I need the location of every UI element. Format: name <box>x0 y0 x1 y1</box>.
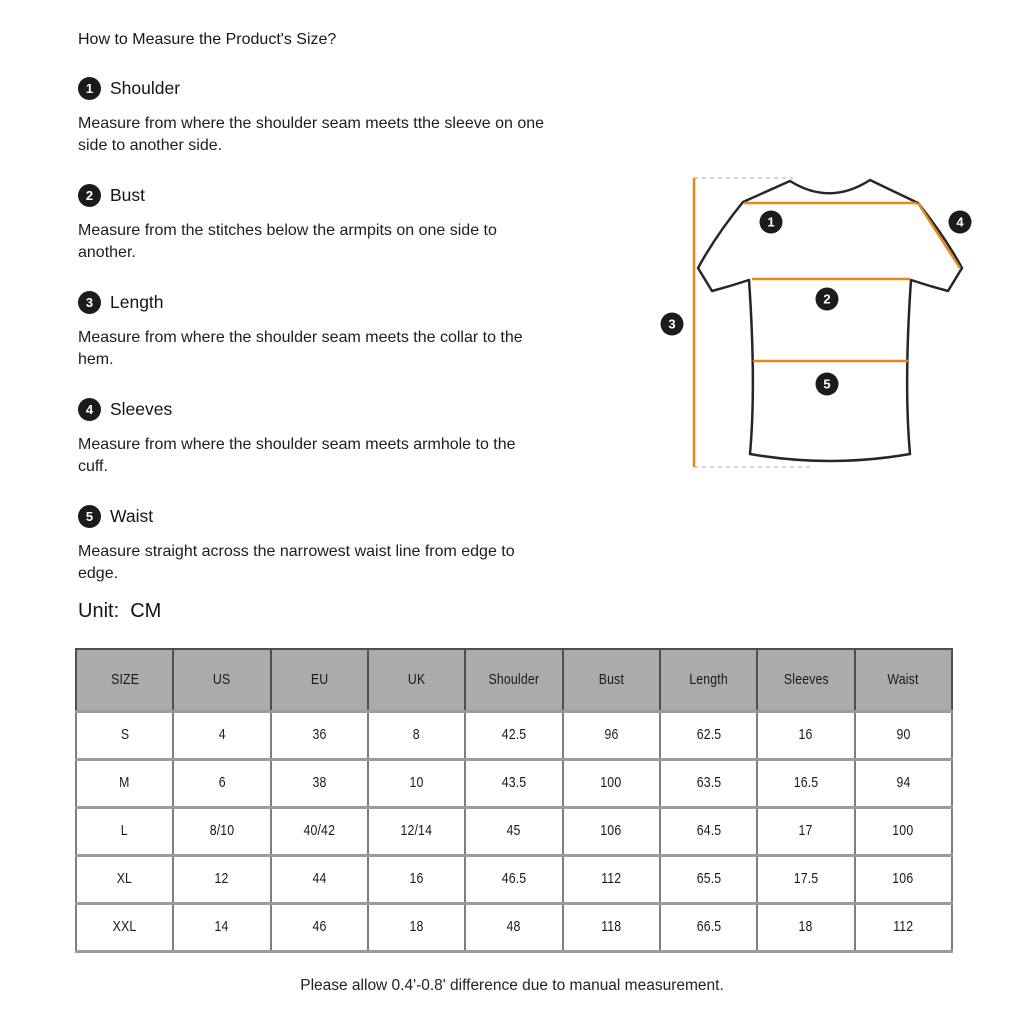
column-header-bust: Bust <box>563 649 660 711</box>
section-bust <box>78 183 602 264</box>
step-2-label: Bust <box>110 184 146 205</box>
column-header-eu: EU <box>271 649 368 711</box>
description-line: side to another side. <box>78 137 223 154</box>
step-3-label: Length <box>110 291 164 312</box>
instructions-panel <box>78 30 602 623</box>
description-line: cuff. <box>78 458 108 475</box>
table-cell: 90 <box>855 711 952 759</box>
table-cell: 63.5 <box>660 759 757 807</box>
table-cell: 38 <box>271 759 368 807</box>
svg-text:1: 1 <box>767 214 775 230</box>
table-cell: 40/42 <box>271 807 368 855</box>
description-line: another. <box>78 244 136 261</box>
table-cell: 10 <box>368 759 465 807</box>
table-cell: 12 <box>173 855 270 903</box>
svg-text:2: 2 <box>823 291 831 307</box>
section-sleeves <box>78 397 602 478</box>
step-3-badge: 3 <box>78 291 101 314</box>
table-cell: M <box>76 759 173 807</box>
table-cell: 16 <box>757 711 854 759</box>
tshirt-measurement-diagram <box>645 158 1020 478</box>
column-header-sleeves: Sleeves <box>757 649 854 711</box>
diagram-marker-1 <box>760 211 783 234</box>
table-cell: 94 <box>855 759 952 807</box>
diagram-marker-3 <box>661 313 684 336</box>
section-heading <box>78 504 602 528</box>
size-table <box>75 648 953 953</box>
description-line: Measure from where the shoulder seam meets armhole to the <box>78 436 516 453</box>
table-cell: 112 <box>855 903 952 951</box>
table-cell: 64.5 <box>660 807 757 855</box>
table-cell: 106 <box>563 807 660 855</box>
table-cell: S <box>76 711 173 759</box>
table-cell: 6 <box>173 759 270 807</box>
table-row <box>76 855 952 903</box>
section-waist <box>78 504 602 585</box>
table-cell: 100 <box>563 759 660 807</box>
table-cell: 66.5 <box>660 903 757 951</box>
svg-text:3: 3 <box>668 316 676 332</box>
table-cell: 65.5 <box>660 855 757 903</box>
size-table-header <box>76 649 952 711</box>
diagram-marker-5 <box>816 373 839 396</box>
table-cell: 17 <box>757 807 854 855</box>
table-cell: 36 <box>271 711 368 759</box>
measurement-disclaimer: Please allow 0.4'-0.8' difference due to manual measurement. <box>300 977 724 994</box>
step-4-label: Sleeves <box>110 398 173 419</box>
table-cell: 106 <box>855 855 952 903</box>
table-cell: 100 <box>855 807 952 855</box>
table-cell: L <box>76 807 173 855</box>
column-header-waist: Waist <box>855 649 952 711</box>
step-5-description <box>78 541 602 585</box>
table-cell: 48 <box>465 903 562 951</box>
tshirt-outline <box>698 180 962 461</box>
section-heading <box>78 290 602 314</box>
table-cell: 118 <box>563 903 660 951</box>
table-cell: 96 <box>563 711 660 759</box>
table-cell: 8 <box>368 711 465 759</box>
table-cell: 42.5 <box>465 711 562 759</box>
table-cell: 17.5 <box>757 855 854 903</box>
table-row <box>76 903 952 951</box>
table-row <box>76 711 952 759</box>
unit-label: Unit: CM <box>78 600 162 622</box>
table-cell: 16.5 <box>757 759 854 807</box>
table-cell: XL <box>76 855 173 903</box>
column-header-uk: UK <box>368 649 465 711</box>
column-header-us: US <box>173 649 270 711</box>
table-cell: 8/10 <box>173 807 270 855</box>
table-cell: 18 <box>757 903 854 951</box>
step-4-badge: 4 <box>78 398 101 421</box>
table-cell: XXL <box>76 903 173 951</box>
column-header-size: SIZE <box>76 649 173 711</box>
section-heading <box>78 397 602 421</box>
table-cell: 62.5 <box>660 711 757 759</box>
table-cell: 12/14 <box>368 807 465 855</box>
section-heading <box>78 76 602 100</box>
step-1-label: Shoulder <box>110 77 181 98</box>
table-cell: 16 <box>368 855 465 903</box>
page-title: How to Measure the Product's Size? <box>78 31 337 48</box>
diagram-marker-4 <box>949 211 972 234</box>
section-heading <box>78 183 602 207</box>
table-cell: 4 <box>173 711 270 759</box>
header-row <box>76 649 952 711</box>
table-cell: 18 <box>368 903 465 951</box>
step-2-description <box>78 220 602 264</box>
svg-text:5: 5 <box>823 376 831 392</box>
size-table-body <box>76 711 952 951</box>
description-line: Measure from where the shoulder seam meets the collar to the <box>78 329 523 346</box>
description-line: hem. <box>78 351 114 368</box>
diagram-marker-2 <box>816 288 839 311</box>
step-4-description <box>78 434 602 478</box>
step-5-badge: 5 <box>78 505 101 528</box>
description-line: edge. <box>78 565 119 582</box>
table-cell: 112 <box>563 855 660 903</box>
section-length <box>78 290 602 371</box>
table-cell: 45 <box>465 807 562 855</box>
description-line: Measure from the stitches below the armpits on one side to <box>78 222 497 239</box>
table-cell: 46.5 <box>465 855 562 903</box>
table-cell: 46 <box>271 903 368 951</box>
step-1-badge: 1 <box>78 77 101 100</box>
step-3-description <box>78 327 602 371</box>
description-line: Measure from where the shoulder seam meets tthe sleeve on one <box>78 115 545 132</box>
table-row <box>76 759 952 807</box>
step-2-badge: 2 <box>78 184 101 207</box>
table-cell: 14 <box>173 903 270 951</box>
table-cell: 44 <box>271 855 368 903</box>
column-header-length: Length <box>660 649 757 711</box>
description-line: Measure straight across the narrowest waist line from edge to <box>78 543 515 560</box>
svg-text:4: 4 <box>956 214 964 230</box>
column-header-shoulder: Shoulder <box>465 649 562 711</box>
table-row <box>76 807 952 855</box>
table-cell: 43.5 <box>465 759 562 807</box>
step-5-label: Waist <box>110 505 154 526</box>
section-shoulder <box>78 76 602 157</box>
step-1-description <box>78 113 602 157</box>
